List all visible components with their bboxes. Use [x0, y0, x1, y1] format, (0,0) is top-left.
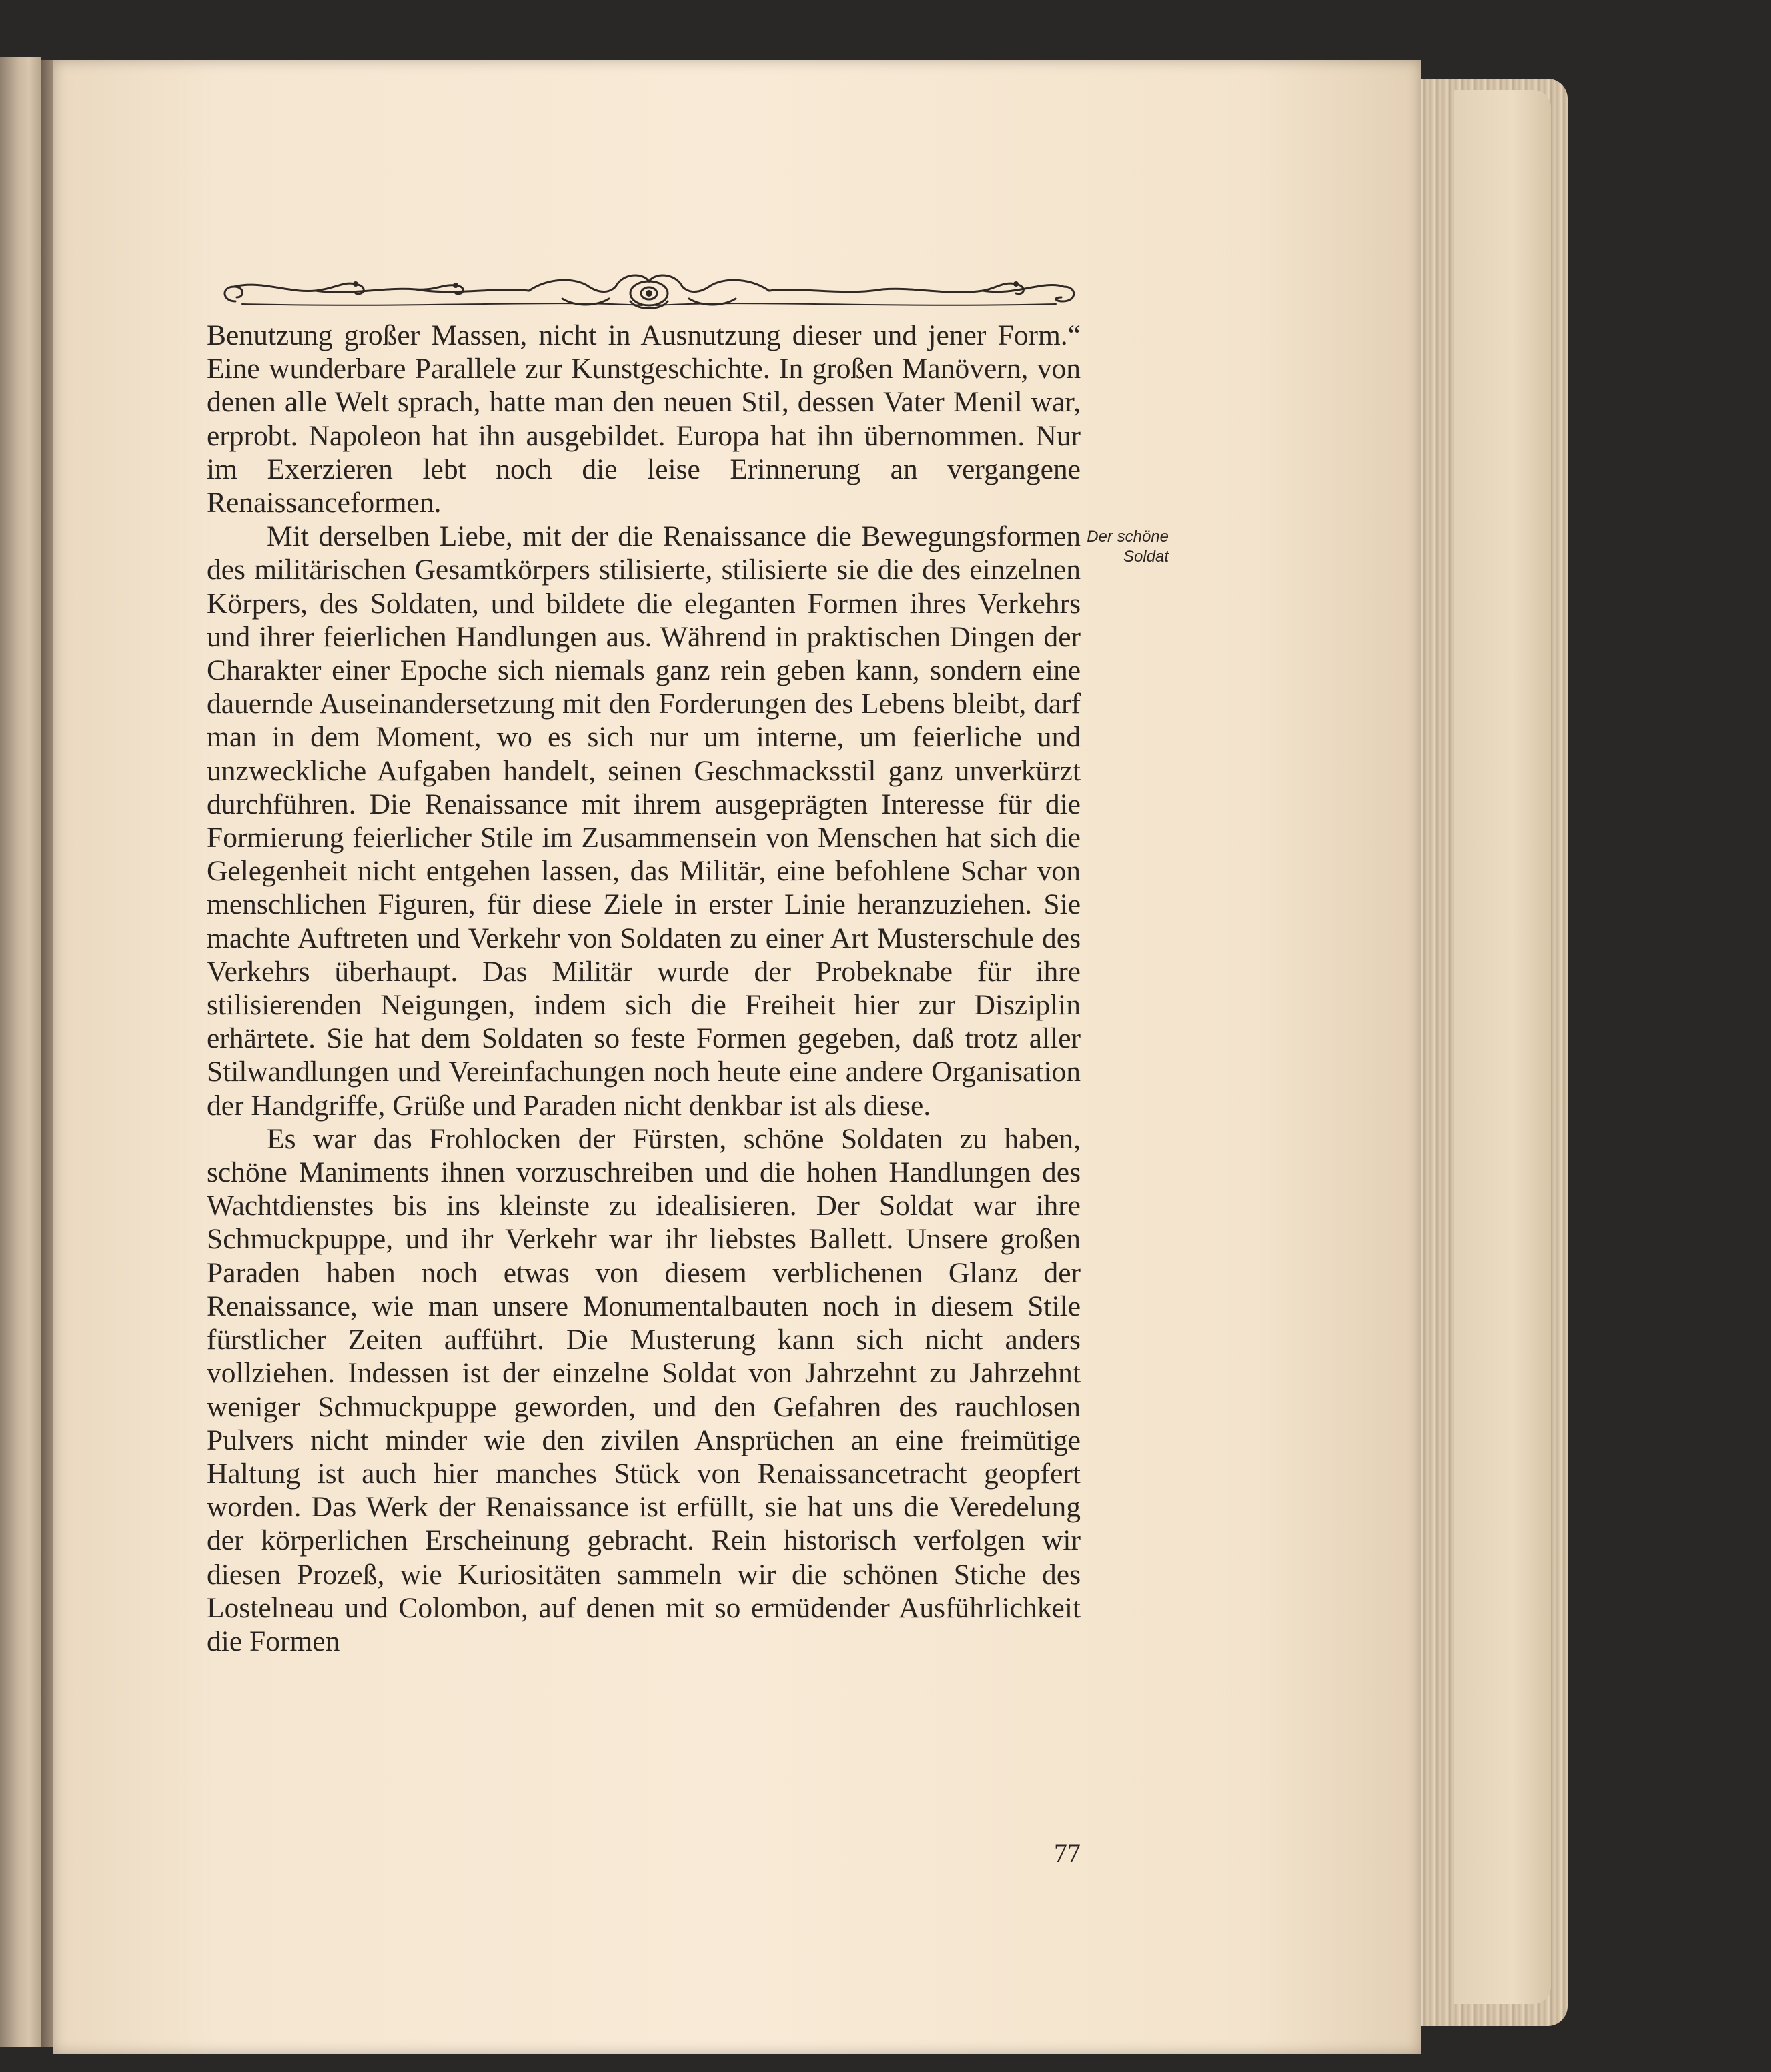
left-page-edge: [0, 57, 41, 2047]
marginal-note: [1085, 527, 1169, 567]
paragraph-3: Es war das Frohlocken der Fürsten, schöne Soldaten zu haben, schöne Maniments ihnen vorzuschreiben und die hohen Handlungen des Wachtdienstes bis ins kleinste zu idealisieren. Der Soldat war ihre Schmuckpuppe, und ihr Verkehr war ihr liebstes Ballett. Unsere großen Paraden haben noch etwas von diesem verblichenen Glanz der Renaissance, wie man unsere Monumentalbauten noch in diesem Stile fürstlicher Zeiten aufführt. Die Musterung kann sich nicht anders vollziehen. Indessen ist der einzelne Soldat von Jahrzehnt zu Jahrzehnt weniger Schmuckpuppe geworden, und den Gefahren des rauchlosen Pulvers nicht minder wie den zivilen Ansprüchen an eine freimütige Haltung ist auch hier manches Stück von Renaissancetracht geopfert worden. Das Werk der Renaissance ist erfüllt, sie hat uns die Veredelung der körperlichen Erscheinung gebracht. Rein historisch verfolgen wir diesen Prozeß, wie Kuriositäten sammeln wir die schönen Stiche des Lostelneau und Colombon, auf denen mit so ermüdender Ausführlichkeit die Formen: [207, 1122, 1081, 1657]
marginal-note-line-1: Der schöne: [1087, 528, 1169, 546]
decorative-header-ornament: [215, 267, 1083, 315]
page-stack-cover-edge: [1454, 90, 1551, 2004]
page-number: 77: [1054, 1838, 1081, 1868]
paragraph-1: Benutzung großer Massen, nicht in Ausnutzung dieser und jener Form.“ Eine wunderbare Parallele zur Kunstgeschichte. In großen Manövern, von denen alle Welt sprach, hatte man den neuen Stil, dessen Vater Menil war, erprobt. Napoleon hat ihn ausgebildet. Europa hat ihn übernommen. Nur im Exerzieren lebt noch die leise Erinnerung an vergangene Renaissanceformen.: [207, 319, 1081, 520]
marginal-note-line-2: Soldat: [1123, 548, 1169, 566]
body-text: [207, 319, 1081, 1658]
paragraph-2: Mit derselben Liebe, mit der die Renaissance die Bewegungsformen des militärischen Gesamtkörpers stilisierte, stilisierte sie die des einzelnen Körpers, des Soldaten, und bildete die eleganten Formen ihres Verkehrs und ihrer feierlichen Handlungen aus. Während in praktischen Dingen der Charakter einer Epoche sich niemals ganz rein geben kann, sondern eine dauernde Auseinandersetzung mit den Forderungen des Lebens bleibt, darf man in dem Moment, wo es sich nur um interne, um feierliche und unzweckliche Aufgaben handelt, seinen Geschmacksstil ganz unverkürzt durchführen. Die Renaissance mit ihrem ausgeprägten Interesse für die Formierung feierlicher Stile im Zusammensein von Menschen hat sich die Gelegenheit nicht entgehen lassen, das Militär, eine befohlene Schar von menschlichen Figuren, für diese Ziele in erster Linie heranzuziehen. Sie machte Auftreten und Verkehr von Soldaten zu einer Art Musterschule des Verkehrs überhaupt. Das Militär wurde der Probeknabe für ihre stilisierenden Neigungen, indem sich die Freiheit hier zur Disziplin erhärtete. Sie hat dem Soldaten so feste Formen gegeben, daß trotz aller Stilwandlungen und Vereinfachungen noch heute eine andere Organisation der Handgriffe, Grüße und Paraden nicht denkbar ist als diese.: [207, 520, 1081, 1122]
